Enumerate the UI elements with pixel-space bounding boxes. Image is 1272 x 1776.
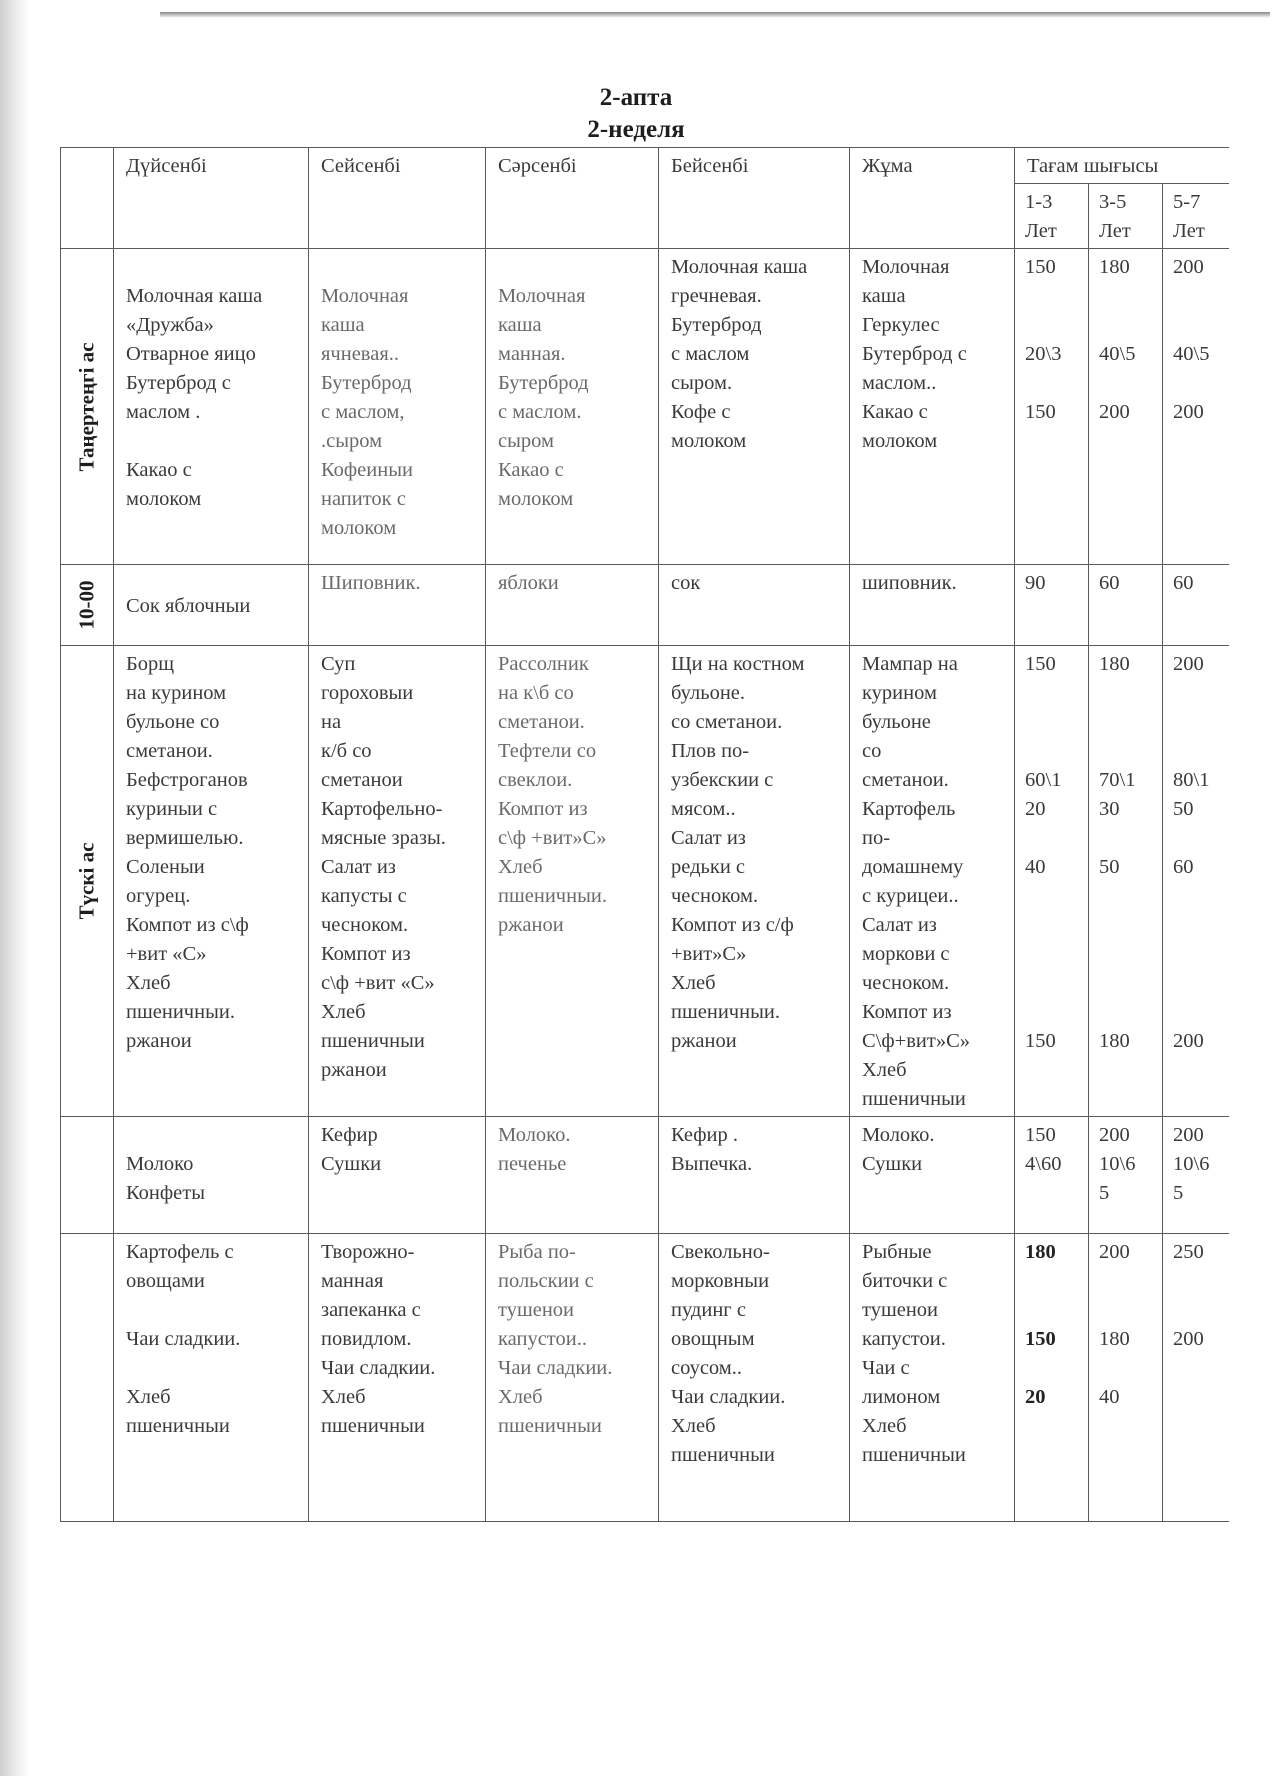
lunch-age-5-7: 200 80\1 50 60 200: [1163, 646, 1229, 1117]
meal-label-lunch: Түскі ас: [61, 646, 114, 1117]
scan-top-edge: [160, 12, 1270, 18]
breakfast-monday: Молочная каша «Дружба» Отварное яицо Бутерброд с маслом . Какао с молоком: [114, 249, 309, 565]
dinner-friday: Рыбные биточки с тушенои капустои. Чаи с лимоном Хлеб пшеничныи: [850, 1234, 1015, 1522]
row-afternoon-snack: [61, 1117, 1229, 1234]
snack10-thursday: сок: [659, 565, 850, 646]
dinner-monday: Картофель с овощами Чаи сладкии. Хлеб пшеничныи: [114, 1234, 309, 1522]
scan-edge-shadow: [0, 0, 30, 1776]
dinner-thursday: Свекольно- морковныи пудинг с овощным соусом.. Чаи сладкии. Хлеб пшеничныи: [659, 1234, 850, 1522]
row-dinner: [61, 1234, 1229, 1522]
afternoon-tuesday: Кефир Сушки: [309, 1117, 486, 1234]
dinner-age-5-7: 250 200: [1163, 1234, 1229, 1522]
header-age-5-7: 5-7 Лет: [1163, 184, 1229, 249]
dinner-wednesday: Рыба по- польскии с тушенои капустои.. Чаи сладкии. Хлеб пшеничныи: [486, 1234, 659, 1522]
snack10-monday: Сок яблочныи: [114, 565, 309, 646]
meal-label-afternoon-snack: [61, 1117, 114, 1234]
header-output: Тағам шығысы: [1015, 148, 1229, 184]
dinner-tuesday: Творожно- манная запеканка с повидлом. Чаи сладкии. Хлеб пшеничныи: [309, 1234, 486, 1522]
header-corner: [61, 148, 114, 249]
lunch-wednesday: Рассолник на к\б со сметанои. Тефтели со свеклои. Компот из с\ф +вит»С» Хлеб пшеничныи. ржанои: [486, 646, 659, 1117]
breakfast-tuesday: Молочная каша ячневая.. Бутерброд с маслом, .сыром Кофеиныи напиток с молоком: [309, 249, 486, 565]
breakfast-age-1-3: 150 20\3 150: [1015, 249, 1089, 565]
snack10-tuesday: Шиповник.: [309, 565, 486, 646]
meal-label-breakfast: Таңертеңгі ас: [61, 249, 114, 565]
row-snack-10: [61, 565, 1229, 646]
breakfast-age-3-5: 180 40\5 200: [1089, 249, 1163, 565]
lunch-friday: Мампар на курином бульоне со сметанои. Картофель по- домашнему с курицеи.. Салат из моркови с чесноком. Компот из С\ф+вит»С» Хлеб пшеничныи: [850, 646, 1015, 1117]
lunch-thursday: Щи на костном бульоне. со сметанои. Плов по- узбекскии с мясом.. Салат из редьки с чесноком. Компот из с/ф +вит»С» Хлеб пшеничныи. ржанои: [659, 646, 850, 1117]
breakfast-age-5-7: 200 40\5 200: [1163, 249, 1229, 565]
afternoon-wednesday: Молоко. печенье: [486, 1117, 659, 1234]
header-age-3-5: 3-5 Лет: [1089, 184, 1163, 249]
dinner-age-3-5: 200 180 40: [1089, 1234, 1163, 1522]
afternoon-monday: Молоко Конфеты: [114, 1117, 309, 1234]
header-age-1-3: 1-3 Лет: [1015, 184, 1089, 249]
snack10-age-1-3: 90: [1015, 565, 1089, 646]
header-day-monday: Дүйсенбі: [114, 148, 309, 249]
meal-label-snack-10: 10-00: [61, 565, 114, 646]
breakfast-friday: Молочная каша Геркулес Бутерброд с маслом.. Какао с молоком: [850, 249, 1015, 565]
title-week-ru: 2-неделя: [587, 116, 685, 143]
row-breakfast: [61, 249, 1229, 565]
snack10-wednesday: яблоки: [486, 565, 659, 646]
lunch-monday: Борщ на курином бульоне со сметанои. Бефстроганов куриныи с вермишелью. Соленыи огурец. Компот из с\ф +вит «С» Хлеб пшеничныи. ржанои: [114, 646, 309, 1117]
row-lunch: [61, 646, 1229, 1117]
header-day-thursday: Бейсенбі: [659, 148, 850, 249]
meal-label-dinner: [61, 1234, 114, 1522]
afternoon-age-5-7: 200 10\6 5: [1163, 1117, 1229, 1234]
snack10-age-3-5: 60: [1089, 565, 1163, 646]
title-week-kz: 2-апта: [599, 84, 673, 111]
breakfast-wednesday: Молочная каша манная. Бутерброд с маслом. сыром Какао с молоком: [486, 249, 659, 565]
snack10-friday: шиповник.: [850, 565, 1015, 646]
afternoon-age-3-5: 200 10\6 5: [1089, 1117, 1163, 1234]
header-row: [61, 148, 1229, 184]
lunch-age-1-3: 150 60\1 20 40 150: [1015, 646, 1089, 1117]
dinner-age-1-3: 180 150 20: [1015, 1234, 1089, 1522]
menu-table: [60, 147, 1229, 1522]
afternoon-thursday: Кефир . Выпечка.: [659, 1117, 850, 1234]
breakfast-thursday: Молочная каша гречневая. Бутерброд с маслом сыром. Кофе с молоком: [659, 249, 850, 565]
snack10-age-5-7: 60: [1163, 565, 1229, 646]
lunch-tuesday: Суп гороховыи на к/б со сметанои Картофельно- мясные зразы. Салат из капусты с чесноком. Компот из с\ф +вит «С» Хлеб пшеничныи ржанои: [309, 646, 486, 1117]
afternoon-age-1-3: 150 4\60: [1015, 1117, 1089, 1234]
header-day-wednesday: Сәрсенбі: [486, 148, 659, 249]
header-day-tuesday: Сейсенбі: [309, 148, 486, 249]
lunch-age-3-5: 180 70\1 30 50 180: [1089, 646, 1163, 1117]
header-day-friday: Жұма: [850, 148, 1015, 249]
afternoon-friday: Молоко. Сушки: [850, 1117, 1015, 1234]
